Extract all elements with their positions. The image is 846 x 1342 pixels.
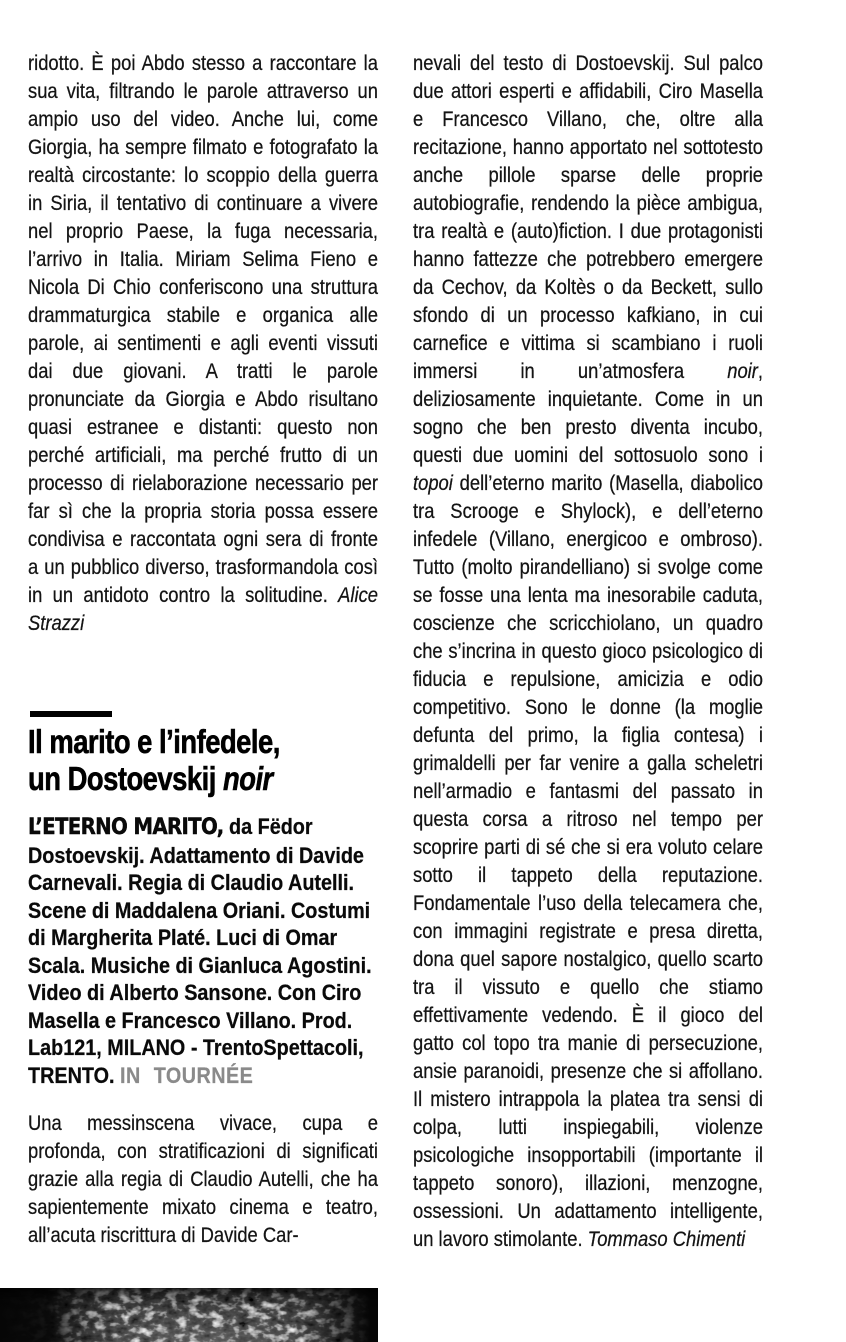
credit-line: [28, 1007, 380, 1035]
text-segment: Video di Alberto Sansone. Con Ciro: [28, 980, 362, 1005]
credit-line: [28, 1034, 380, 1062]
text-segment: dell’eterno marito (Masella, diabolico tra Scrooge e Shylock), e dell’eterno infedele (Villano, energicoo e ombroso). Tutto (molto pirandelliano) si svolge come se fosse una lenta ma inesorabile caduta, coscienze che scricchiolano, un quadro che s’incrina in questo gioco psicologico di fiducia e repulsione, amicizia e odio competitivo. Sono le donne (la moglie defunta del primo, la figlia contesa) i grimaldelli per far venire a galla scheletri nell’armadio e fantasmi del passato in questa corsa a ritroso nel tempo per scoprire parti di sé che si era voluto celare sotto il tappeto della reputazione. Fondamentale l’uso della telecamera che, con immagini registrate e presa diretta, dona quel sapore nostalgico, quello scarto tra il vissuto e quello che stiamo effettivamente vedendo. È il gioco del gatto col topo tra manie di persecuzione, ansie paranoidi, presenze che si affollano. Il mistero intrappola la platea tra sensi di colpa, lutti inspiegabili, violenze psicologiche insopportabili (importante il tappeto sonoro), illazioni, menzogne, ossessioni. Un adattamento intelligente, un lavoro stimolante.: [413, 472, 763, 1251]
review-body-paragraph: [413, 50, 763, 1254]
credit-line: [28, 979, 380, 1007]
text-segment: TRENTO.: [28, 1062, 121, 1088]
text-segment: da Fëdor: [223, 814, 313, 839]
text-segment: Lab121, MILANO - TrentoSpettacoli,: [28, 1035, 364, 1060]
article-title-line-2: [28, 760, 385, 797]
credit-line: [28, 869, 380, 897]
credit-line: [28, 952, 380, 980]
credit-line: [28, 897, 380, 925]
credit-line: [28, 813, 380, 842]
text-segment: topoi: [413, 472, 453, 495]
text-segment: noir: [222, 760, 273, 797]
credit-line: [28, 1062, 380, 1090]
article-continuation-paragraph: [28, 50, 378, 638]
text-segment: Tommaso Chimenti: [587, 1228, 746, 1251]
text-segment: nevali del testo di Dostoevskij. Sul palco due attori esperti e affidabili, Ciro Masella e Francesco Villano, che, oltre alla recitazione, hanno apportato nel sottotesto anche pillole sparse delle proprie autobiografie, rendendo la pièce ambigua, tra realtà e (auto)fiction. I due protagonisti hanno fattezze che potrebbero emergere da Cechov, da Koltès o da Beckett, sullo sfondo di un processo kafkiano, in cui carnefice e vittima si scambiano i ruoli immersi in un’atmosfera: [413, 52, 763, 383]
text-segment: L’ETERNO MARITO,: [28, 814, 224, 840]
text-segment: di Margherita Platé. Luci di Omar: [28, 925, 338, 950]
text-segment: , deliziosamente inquietante. Come in un sogno che ben presto diventa incubo, questi due uomini del sottosuolo sono i: [413, 360, 763, 467]
text-segment: Carnevali. Regia di Claudio Autelli.: [28, 870, 355, 895]
text-segment: un Dostoevskij: [28, 760, 223, 797]
production-photo: [0, 1288, 378, 1342]
production-credits: [28, 813, 380, 1089]
article-title-line-1: [28, 723, 385, 760]
text-segment: Scala. Musiche di Gianluca Agostini.: [28, 952, 372, 978]
review-intro-paragraph: Una messinscena vivace, cupa e profonda, con stratificazioni di significati grazie alla regia di Claudio Autelli, che ha sapientemente mixato cinema e teatro, all’acuta riscrittura di Davide Car-: [28, 1112, 378, 1247]
text-segment: Masella e Francesco Villano. Prod.: [28, 1007, 353, 1033]
credit-line: [28, 842, 380, 870]
text-segment: Scene di Maddalena Oriani. Costumi: [28, 897, 371, 923]
article-title: [28, 723, 385, 797]
text-segment: IN TOURNÉE: [120, 1062, 254, 1088]
credit-line: [28, 924, 380, 952]
section-divider-rule: [30, 711, 112, 717]
text-segment: Il marito e l’infedele,: [28, 723, 280, 760]
text-segment: ridotto. È poi Abdo stesso a raccontare la sua vita, filtrando le parole attraverso un ampio uso del video. Anche lui, come Giorgia, ha sempre filmato e fotografato la realtà circostante: lo scoppio della guerra in Siria, il tentativo di continuare a vivere nel proprio Paese, la fuga necessaria, l’arrivo in Italia. Miriam Selima Fieno e Nicola Di Chio conferiscono una struttura drammaturgica stabile e organica alle parole, ai sentimenti e agli eventi vissuti dai due giovani. A tratti le parole pronunciate da Giorgia e Abdo risultano quasi estranee e distanti: questo non perché artificiali, ma perché frutto di un processo di rielaborazione necessario per far sì che la propria storia possa essere condivisa e raccontata ogni sera di fronte a un pubblico diverso, trasformandola così in un antidoto contro la solitudine.: [28, 52, 378, 607]
photo-vignette: [0, 1288, 378, 1342]
text-segment: Dostoevskij. Adattamento di Davide: [28, 842, 364, 868]
text-segment: noir: [727, 360, 758, 383]
text-segment: Alice Strazzi: [28, 584, 378, 635]
